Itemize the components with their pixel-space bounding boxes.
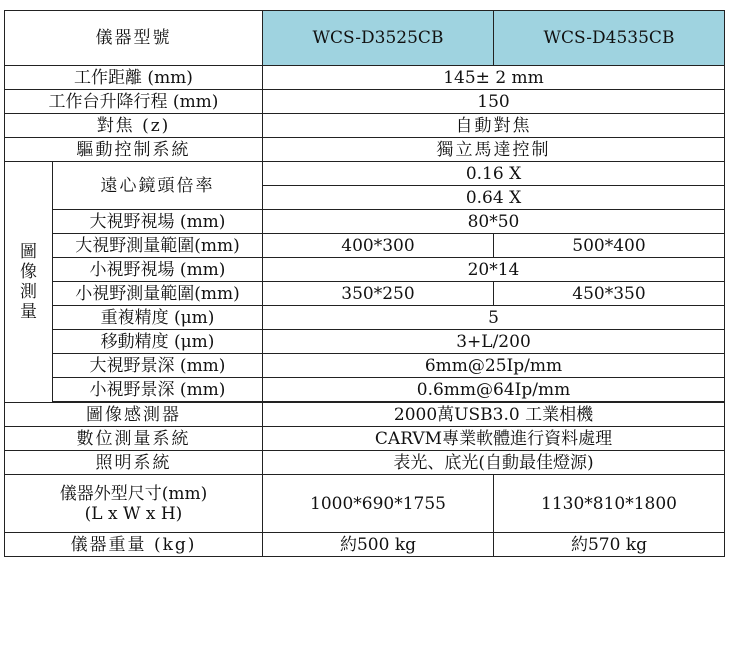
focus-value: 自動對焦	[263, 114, 725, 138]
large-fov-label: 大視野視場 (mm)	[53, 210, 263, 234]
repeatability-label: 重複精度 (μm)	[53, 306, 263, 330]
model-b-header: WCS-D4535CB	[494, 11, 725, 66]
group-char: 圖	[20, 242, 37, 262]
drive-system-label: 驅動控制系統	[5, 138, 263, 162]
lighting-value: 表光、底光(自動最佳燈源)	[263, 451, 725, 475]
table-row	[5, 210, 725, 234]
drive-system-value: 獨立馬達控制	[263, 138, 725, 162]
small-fov-label: 小視野視場 (mm)	[53, 258, 263, 282]
table-row	[5, 282, 725, 306]
table-row	[5, 162, 725, 186]
table-row	[5, 427, 725, 451]
dimensions-value-b: 1130*810*1800	[494, 475, 725, 533]
table-row	[5, 90, 725, 114]
table-row	[5, 138, 725, 162]
repeatability-value: 5	[263, 306, 725, 330]
dimensions-value-a: 1000*690*1755	[263, 475, 494, 533]
image-measurement-group-label	[5, 162, 53, 403]
large-range-value-a: 400*300	[263, 234, 494, 258]
table-row	[5, 451, 725, 475]
small-range-label: 小視野測量範圍(mm)	[53, 282, 263, 306]
header-row	[5, 11, 725, 66]
small-range-value-b: 450*350	[494, 282, 725, 306]
weight-value-a: 約500 kg	[263, 533, 494, 557]
working-distance-label: 工作距離 (mm)	[5, 66, 263, 90]
lighting-label: 照明系統	[5, 451, 263, 475]
group-char: 量	[20, 302, 37, 322]
table-travel-value: 150	[263, 90, 725, 114]
table-row	[5, 234, 725, 258]
movement-accuracy-label: 移動精度 (μm)	[53, 330, 263, 354]
dimensions-label	[5, 475, 263, 533]
weight-label: 儀器重量 (kg)	[5, 533, 263, 557]
table-row	[5, 306, 725, 330]
digital-system-label: 數位測量系統	[5, 427, 263, 451]
small-fov-value: 20*14	[263, 258, 725, 282]
table-row	[5, 533, 725, 557]
small-range-value-a: 350*250	[263, 282, 494, 306]
large-dof-label: 大視野景深 (mm)	[53, 354, 263, 378]
table-travel-label: 工作台升降行程 (mm)	[5, 90, 263, 114]
dimensions-label-line2: (L x W x H)	[84, 503, 183, 524]
telecentric-lens-value-2: 0.64 X	[263, 186, 725, 210]
working-distance-value: 145± 2 mm	[263, 66, 725, 90]
group-char: 像	[20, 262, 37, 282]
table-row	[5, 378, 725, 402]
table-row	[5, 403, 725, 427]
image-sensor-value: 2000萬USB3.0 工業相機	[263, 403, 725, 427]
table-row	[5, 354, 725, 378]
group-char: 測	[20, 282, 37, 302]
telecentric-lens-value-1: 0.16 X	[263, 162, 725, 186]
table-row	[5, 114, 725, 138]
table-row	[5, 258, 725, 282]
small-dof-value: 0.6mm@64Ip/mm	[263, 378, 725, 402]
large-range-label: 大視野測量範圍(mm)	[53, 234, 263, 258]
spec-table-container	[4, 10, 725, 557]
movement-accuracy-value: 3+L/200	[263, 330, 725, 354]
large-fov-value: 80*50	[263, 210, 725, 234]
spec-table	[4, 10, 725, 557]
telecentric-lens-label: 遠心鏡頭倍率	[53, 162, 263, 210]
model-a-header: WCS-D3525CB	[263, 11, 494, 66]
table-row	[5, 330, 725, 354]
table-row	[5, 66, 725, 90]
large-range-value-b: 500*400	[494, 234, 725, 258]
large-dof-value: 6mm@25Ip/mm	[263, 354, 725, 378]
weight-value-b: 約570 kg	[494, 533, 725, 557]
image-sensor-label: 圖像感測器	[5, 403, 263, 427]
focus-label: 對焦 (z)	[5, 114, 263, 138]
digital-system-value: CARVM專業軟體進行資料處理	[263, 427, 725, 451]
header-label: 儀器型號	[5, 11, 263, 66]
small-dof-label: 小視野景深 (mm)	[53, 378, 263, 402]
table-row	[5, 475, 725, 533]
dimensions-label-line1: 儀器外型尺寸(mm)	[59, 483, 208, 504]
